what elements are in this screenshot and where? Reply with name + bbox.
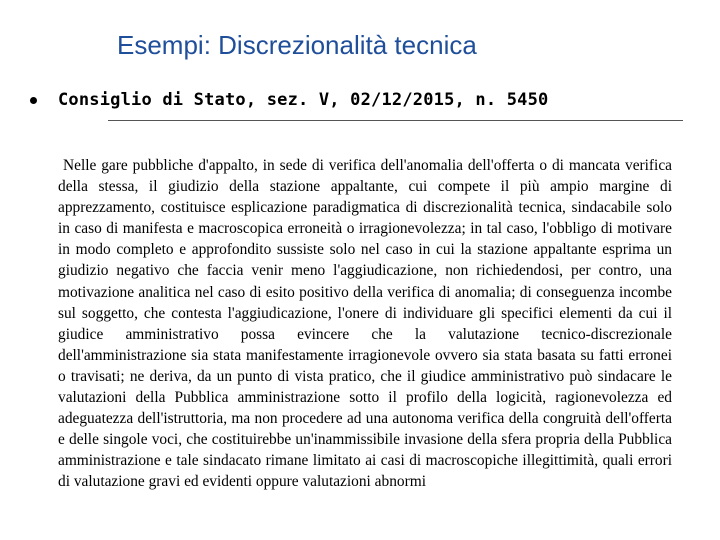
bullet-item (30, 90, 548, 110)
body-paragraph: Nelle gare pubbliche d'appalto, in sede di verifica dell'anomalia dell'offerta o di mancata verifica della stessa, il giudizio della stazione appaltante, cui compete il più ampio margine di apprezzamento, costituisce esplicazione paradigmatica di discrezionalità tecnica, sindacabile solo in caso di manifesta e macroscopica erroneità o irragionevolezza; in tal caso, l'obbligo di motivare in modo completo e approfondito sussiste solo nel caso in cui la stazione appaltante esprima un giudizio negativo che faccia venir meno l'aggiudicazione, non richiedendosi, per contro, una motivazione analitica nel caso di esito positivo della verifica di anomalia; di conseguenza incombe sul soggetto, che contesta l'aggiudicazione, l'onere di individuare gli specifici elementi da cui il giudice amministrativo possa evincere che la valutazione tecnico-discrezionale dell'amministrazione sia stata manifestamente irragionevole ovvero sia stata basata su fatti erronei o travisati; ne deriva, da un punto di vista pratico, che il giudice amministrativo può sindacare le valutazioni della Pubblica amministrazione sotto il profilo della logicità, ragionevolezza ed adeguatezza dell'istruttoria, ma non procedere ad una autonoma verifica della congruità dell'offerta e delle singole voci, che costituirebbe un'inammissibile invasione della sfera propria della Pubblica amministrazione e tale sindacato rimane limitato ai casi di macroscopiche illegittimità, quali errori di valutazione gravi ed evidenti oppure valutazioni abnormi (58, 157, 672, 491)
horizontal-rule (108, 120, 683, 121)
slide-title: Esempi: Discrezionalità tecnica (117, 30, 477, 60)
bullet-text: Consiglio di Stato, sez. V, 02/12/2015, n. 5450 (58, 90, 549, 110)
bullet-dot-icon (30, 97, 37, 104)
